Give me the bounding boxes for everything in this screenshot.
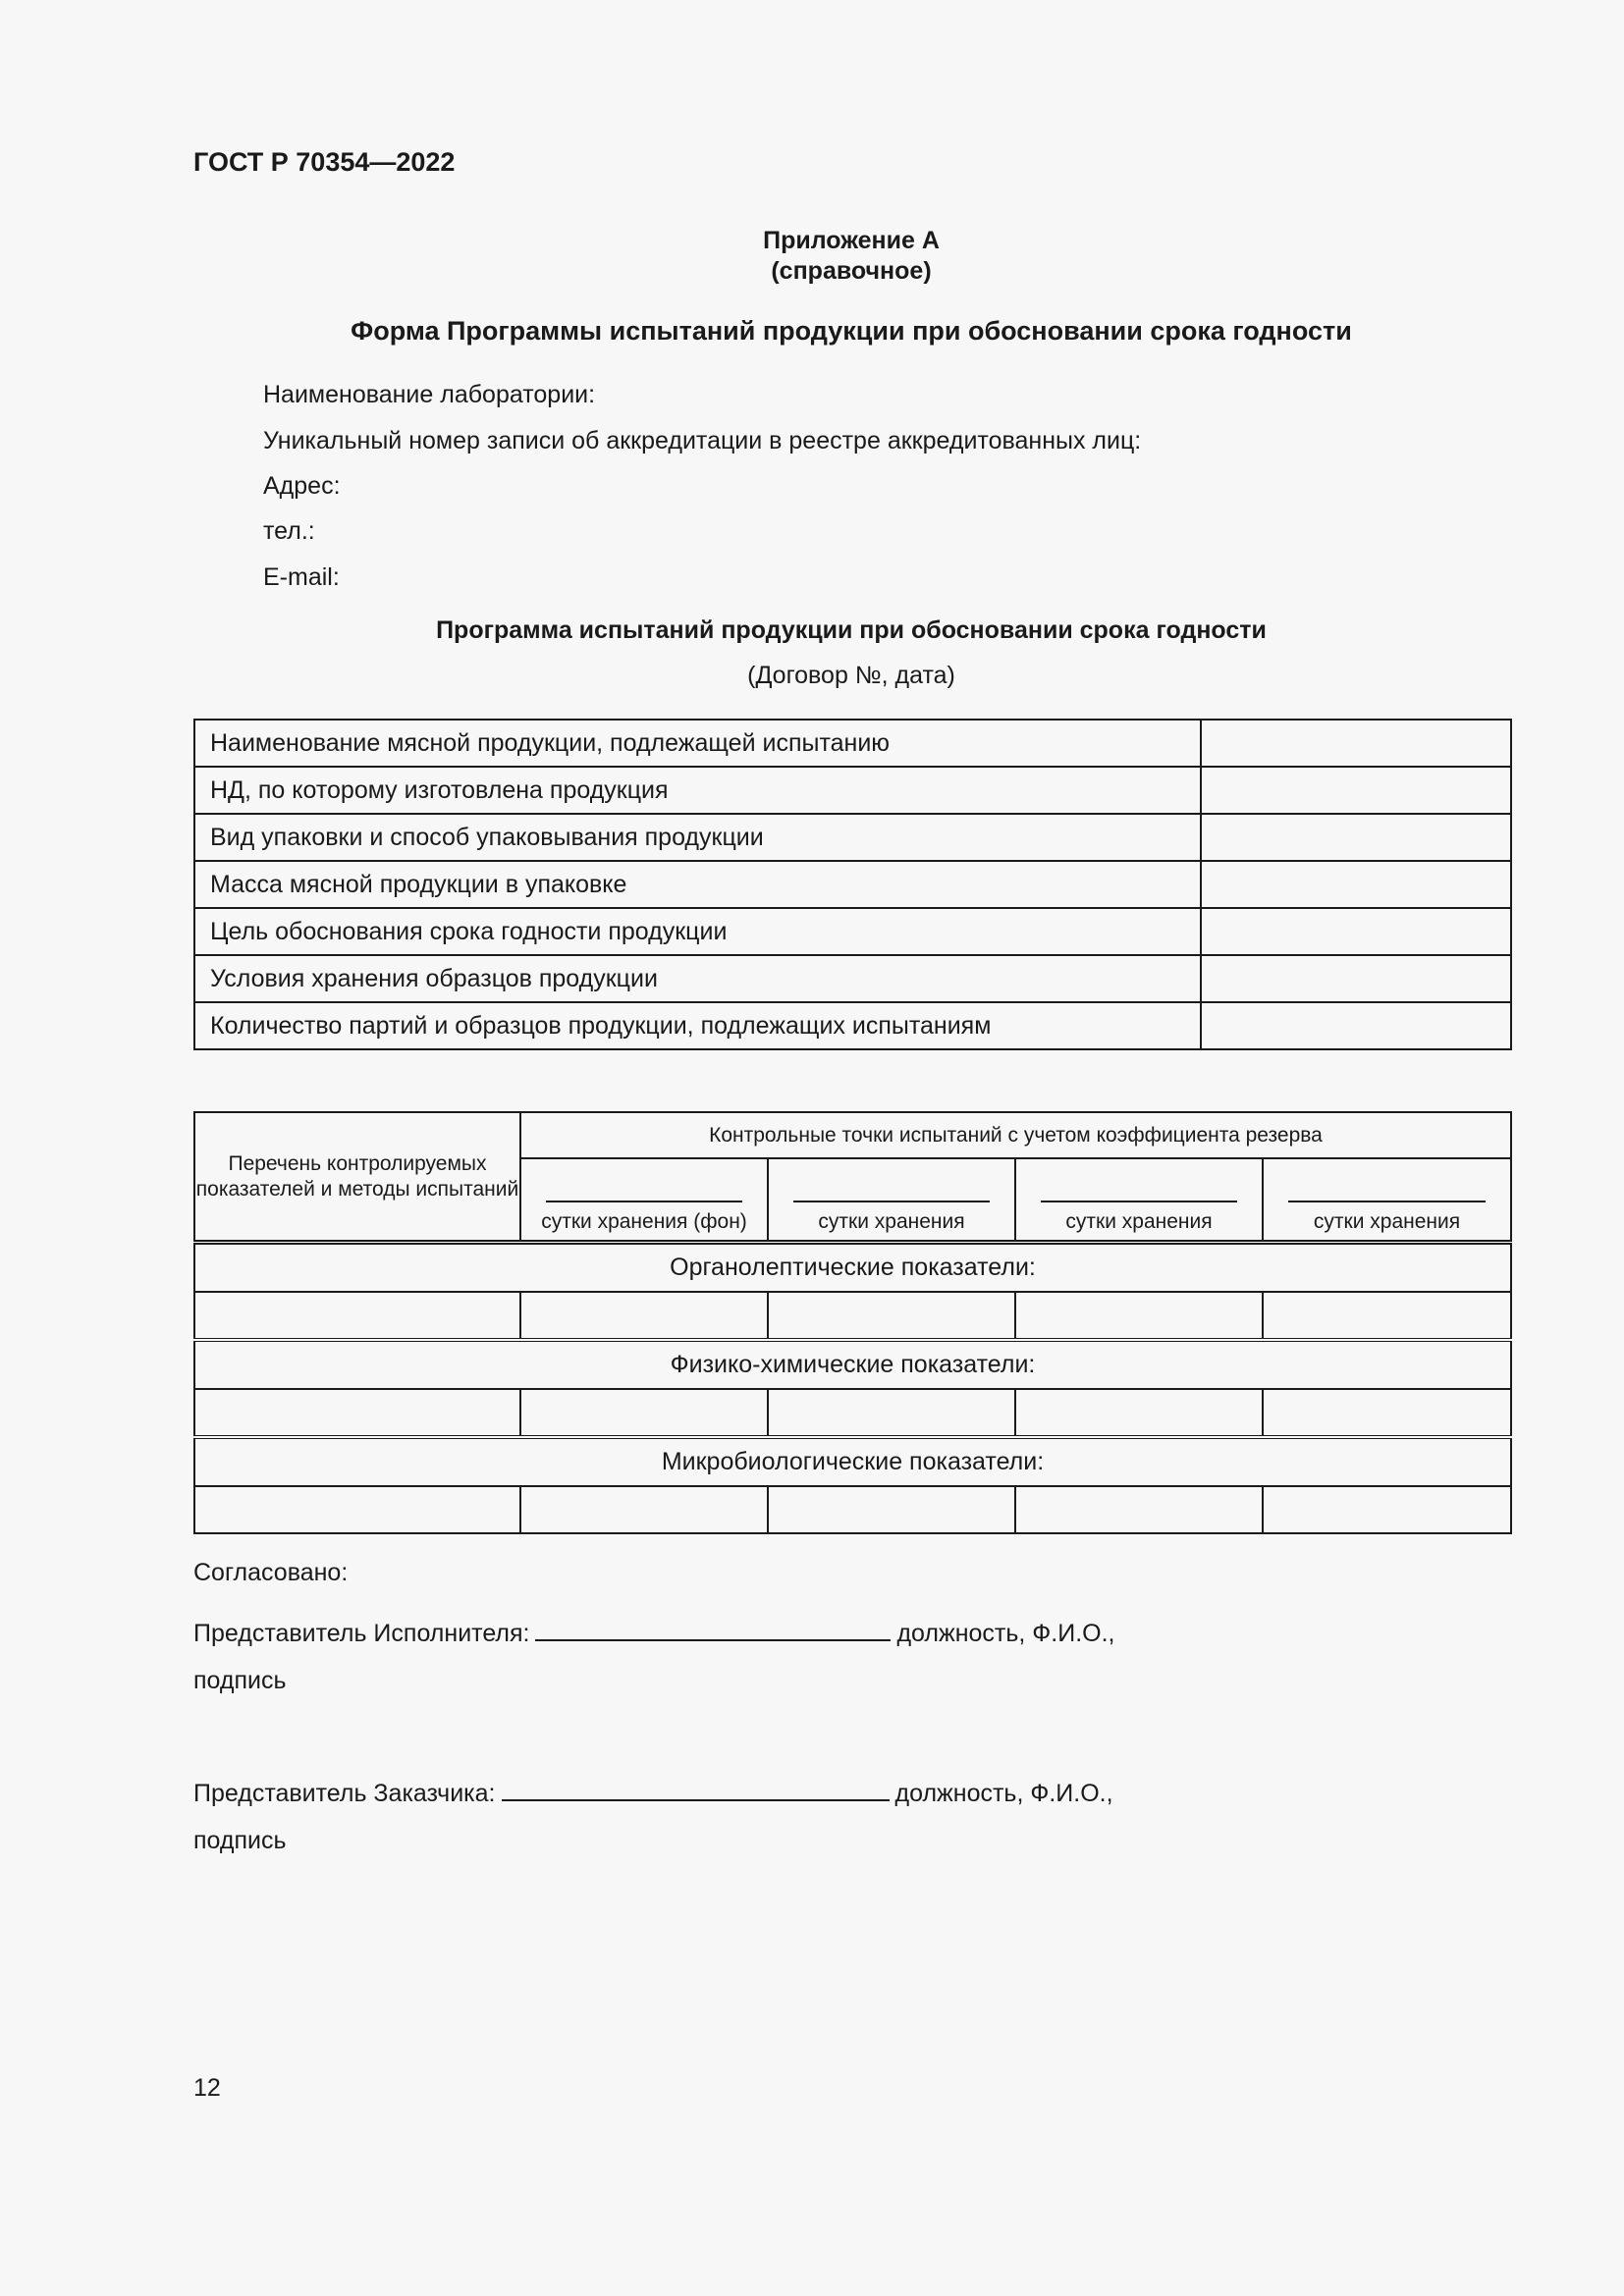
appendix-type: (справочное) xyxy=(771,257,932,285)
value-cell[interactable] xyxy=(520,1486,768,1533)
customer-label: Представитель Заказчика: xyxy=(193,1780,496,1807)
row-label: Масса мясной продукции в упаковке xyxy=(194,861,1201,908)
storage-day-label: сутки хранения xyxy=(1065,1210,1213,1233)
program-title: Программа испытаний продукции при обосновании срока годности xyxy=(436,616,1267,644)
table-row xyxy=(194,1002,1511,1049)
indicator-cell[interactable] xyxy=(194,1389,520,1437)
row-value-cell[interactable] xyxy=(1201,767,1511,814)
row-value-cell[interactable] xyxy=(1201,720,1511,767)
contract-line: (Договор №, дата) xyxy=(747,662,955,689)
lab-name-label: Наименование лаборатории: xyxy=(263,381,596,408)
value-cell[interactable] xyxy=(768,1389,1015,1437)
customer-signature-label: подпись xyxy=(193,1827,287,1854)
executor-signature-line xyxy=(193,1620,1115,1648)
group-row-physicochemical xyxy=(194,1340,1511,1389)
control-points-table xyxy=(193,1111,1512,1534)
appendix-title: Приложение А xyxy=(763,227,940,254)
value-cell[interactable] xyxy=(768,1292,1015,1340)
executor-label: Представитель Исполнителя: xyxy=(193,1620,530,1647)
row-value-cell[interactable] xyxy=(1201,1002,1511,1049)
header-row xyxy=(194,1112,1511,1158)
group-label: Физико-химические показатели: xyxy=(194,1340,1511,1389)
value-cell[interactable] xyxy=(1015,1486,1263,1533)
value-cell[interactable] xyxy=(1015,1292,1263,1340)
agreed-label: Согласовано: xyxy=(193,1559,349,1586)
row-label: НД, по которому изготовлена продукция xyxy=(194,767,1201,814)
table-row xyxy=(194,720,1511,767)
table-row xyxy=(194,955,1511,1002)
row-label: Наименование мясной продукции, подлежащей испытанию xyxy=(194,720,1201,767)
value-cell[interactable] xyxy=(1263,1292,1511,1340)
row-label: Вид упаковки и способ упаковывания продукции xyxy=(194,814,1201,861)
table-row xyxy=(194,1486,1511,1533)
value-cell[interactable] xyxy=(520,1292,768,1340)
phone-label: тел.: xyxy=(263,517,315,545)
row-value-cell[interactable] xyxy=(1201,861,1511,908)
value-cell[interactable] xyxy=(520,1389,768,1437)
storage-day-header xyxy=(768,1158,1015,1243)
form-title: Форма Программы испытаний продукции при обосновании срока годности xyxy=(351,316,1352,346)
table-row xyxy=(194,814,1511,861)
indicator-cell[interactable] xyxy=(194,1292,520,1340)
storage-day-label: сутки хранения (фон) xyxy=(541,1210,747,1233)
document-code: ГОСТ Р 70354—2022 xyxy=(193,147,456,177)
group-row-organoleptic xyxy=(194,1243,1511,1293)
customer-signature-line xyxy=(193,1780,1113,1808)
table-row xyxy=(194,861,1511,908)
group-label: Микробиологические показатели: xyxy=(194,1437,1511,1486)
storage-day-label: сутки хранения xyxy=(1313,1210,1461,1233)
indicators-header: Перечень контролируемых показателей и методы испытаний xyxy=(194,1112,520,1243)
indicator-cell[interactable] xyxy=(194,1486,520,1533)
executor-blank-line[interactable] xyxy=(535,1639,891,1641)
email-label: E-mail: xyxy=(263,563,340,591)
day-blank-line[interactable] xyxy=(793,1201,990,1202)
value-cell[interactable] xyxy=(768,1486,1015,1533)
storage-day-label: сутки хранения xyxy=(818,1210,965,1233)
customer-blank-line[interactable] xyxy=(502,1799,890,1801)
row-value-cell[interactable] xyxy=(1201,955,1511,1002)
group-row-microbiological xyxy=(194,1437,1511,1486)
group-label: Органолептические показатели: xyxy=(194,1243,1511,1293)
position-name-label: должность, Ф.И.О., xyxy=(894,1780,1113,1807)
day-blank-line[interactable] xyxy=(1041,1201,1237,1202)
value-cell[interactable] xyxy=(1015,1389,1263,1437)
row-value-cell[interactable] xyxy=(1201,814,1511,861)
control-points-header: Контрольные точки испытаний с учетом коэффициента резерва xyxy=(520,1112,1511,1158)
storage-day-header-background xyxy=(520,1158,768,1243)
table-row xyxy=(194,908,1511,955)
row-label: Цель обоснования срока годности продукции xyxy=(194,908,1201,955)
table-row xyxy=(194,767,1511,814)
row-value-cell[interactable] xyxy=(1201,908,1511,955)
storage-day-header xyxy=(1015,1158,1263,1243)
position-name-label: должность, Ф.И.О., xyxy=(896,1620,1115,1647)
product-info-table xyxy=(193,719,1512,1050)
day-blank-line[interactable] xyxy=(1288,1201,1486,1202)
day-blank-line[interactable] xyxy=(546,1201,742,1202)
value-cell[interactable] xyxy=(1263,1486,1511,1533)
table-row xyxy=(194,1389,1511,1437)
row-label: Количество партий и образцов продукции, подлежащих испытаниям xyxy=(194,1002,1201,1049)
value-cell[interactable] xyxy=(1263,1389,1511,1437)
storage-day-header xyxy=(1263,1158,1511,1243)
executor-signature-label: подпись xyxy=(193,1667,287,1694)
address-label: Адрес: xyxy=(263,472,341,500)
accreditation-number-label: Уникальный номер записи об аккредитации в реестре аккредитованных лиц: xyxy=(263,427,1142,454)
page-number: 12 xyxy=(193,2074,221,2102)
table-row xyxy=(194,1292,1511,1340)
row-label: Условия хранения образцов продукции xyxy=(194,955,1201,1002)
